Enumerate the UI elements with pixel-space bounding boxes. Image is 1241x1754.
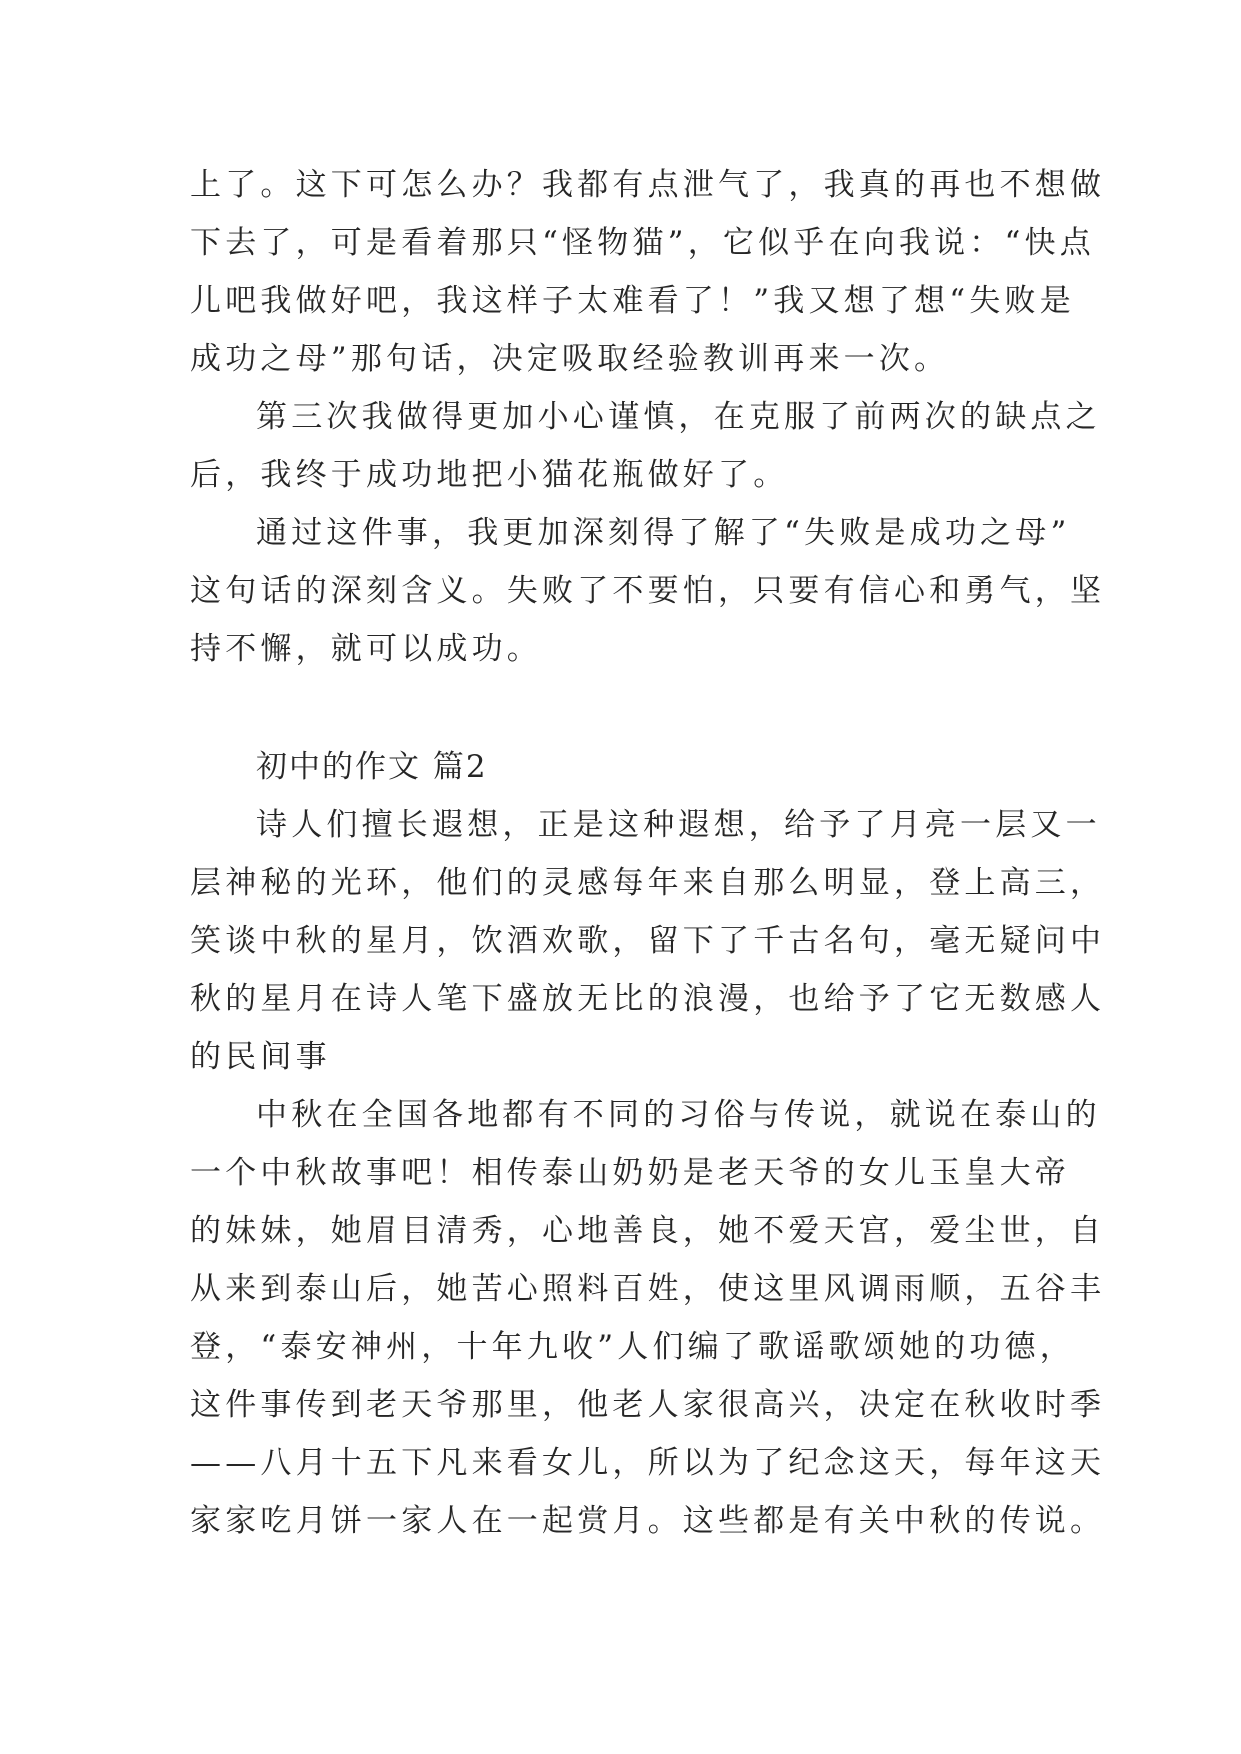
text-line: 家家吃月饼一家人在一起赏月。这些都是有关中秋的传说。 <box>190 1503 1106 1539</box>
text-line: 秋的星月在诗人笔下盛放无比的浪漫，也给予了它无数感人 <box>190 981 1106 1017</box>
text-line: 这句话的深刻含义。失败了不要怕，只要有信心和勇气，坚 <box>190 573 1106 609</box>
paragraph-start-line: 第三次我做得更加小心谨慎，在克服了前两次的缺点之 <box>256 399 1101 435</box>
text-line: 持不懈，就可以成功。 <box>190 631 542 667</box>
paragraph-start-line: 诗人们擅长遐想，正是这种遐想，给予了月亮一层又一 <box>256 807 1101 843</box>
text-line: 下去了，可是看着那只“怪物猫”，它似乎在向我说：“快点 <box>190 225 1095 261</box>
text-line: 成功之母”那句话，决定吸取经验教训再来一次。 <box>190 341 950 377</box>
text-line: 一个中秋故事吧！相传泰山奶奶是老天爷的女儿玉皇大帝 <box>190 1155 1070 1191</box>
text-line: 上了。这下可怎么办？我都有点泄气了，我真的再也不想做 <box>190 167 1106 203</box>
text-line: 登，“泰安神州，十年九收”人们编了歌谣歌颂她的功德， <box>190 1329 1075 1365</box>
text-line: 的民间事 <box>190 1039 331 1075</box>
text-line: 层神秘的光环，他们的灵感每年来自那么明显，登上高三， <box>190 865 1106 901</box>
text-line: ——八月十五下凡来看女儿，所以为了纪念这天，每年这天 <box>190 1445 1106 1481</box>
text-line: 这件事传到老天爷那里，他老人家很高兴，决定在秋收时季 <box>190 1387 1106 1423</box>
text-line: 儿吧我做好吧，我这样子太难看了！”我又想了想“失败是 <box>190 283 1075 319</box>
text-line: 笑谈中秋的星月，饮酒欢歌，留下了千古名句，毫无疑问中 <box>190 923 1106 959</box>
text-line: 的妹妹，她眉目清秀，心地善良，她不爱天宫，爱尘世，自 <box>190 1213 1106 1249</box>
text-line: 后，我终于成功地把小猫花瓶做好了。 <box>190 457 789 493</box>
paragraph-start-line: 通过这件事，我更加深刻得了解了“失败是成功之母” <box>256 515 1071 551</box>
section-heading: 初中的作文 篇2 <box>256 749 488 785</box>
paragraph-start-line: 中秋在全国各地都有不同的习俗与传说，就说在泰山的 <box>256 1097 1101 1133</box>
text-line: 从来到泰山后，她苦心照料百姓，使这里风调雨顺，五谷丰 <box>190 1271 1106 1307</box>
